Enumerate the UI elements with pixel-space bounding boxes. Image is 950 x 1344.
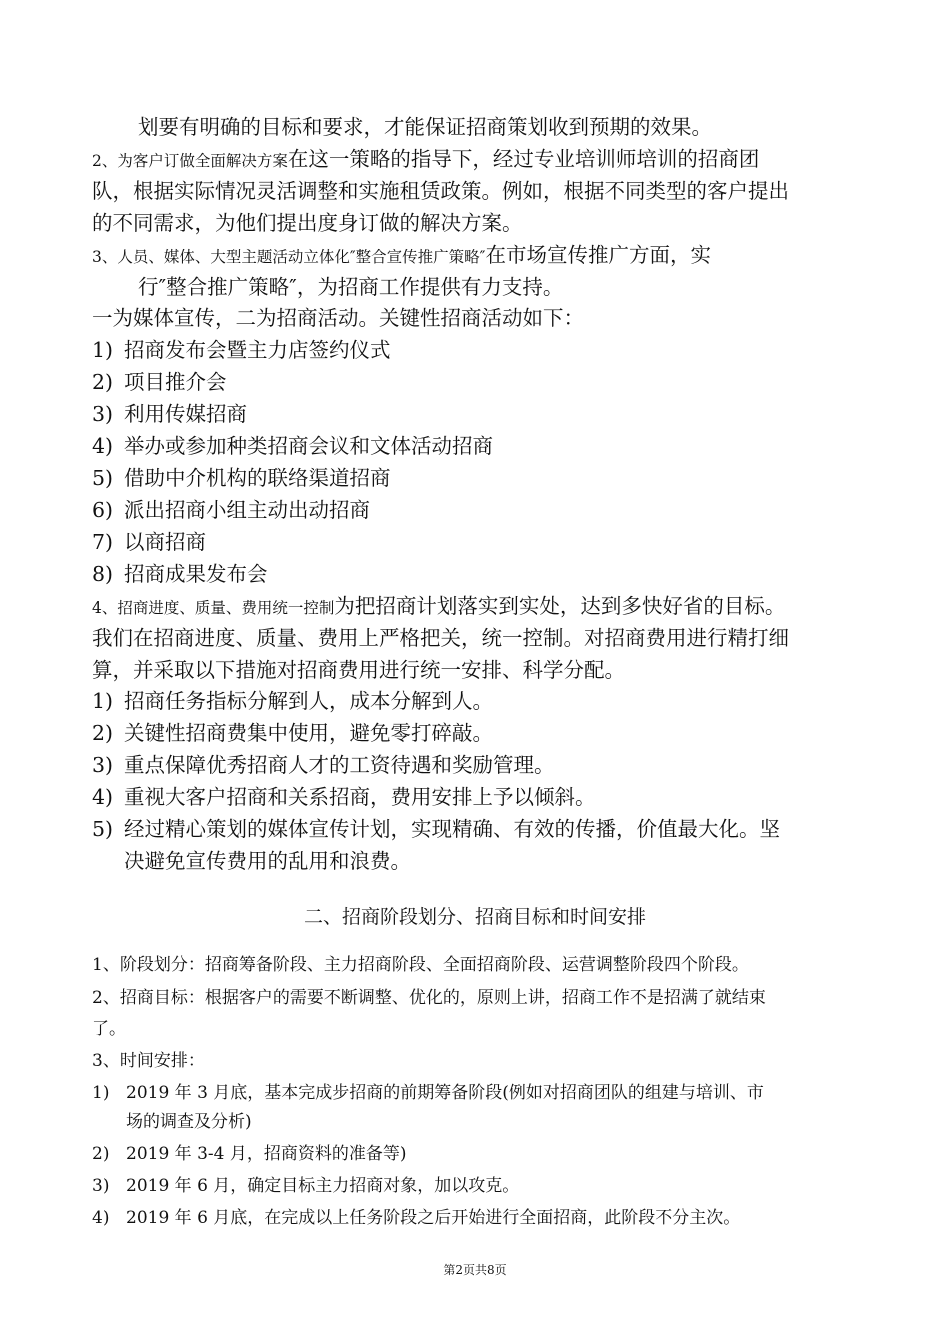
list-item: 2) 项目推介会 bbox=[92, 370, 227, 394]
schedule-title: 3、时间安排： bbox=[92, 1051, 205, 1071]
list-item: 2) 关键性招商费集中使用，避免零打碎敲。 bbox=[92, 721, 493, 745]
goal-line-1: 2、招商目标：根据客户的需要不断调整、优化的，原则上讲，招商工作不是招满了就结束 bbox=[92, 988, 766, 1008]
list-item-continuation: 决避免宣传费用的乱用和浪费。 bbox=[124, 849, 411, 873]
list-item: 3) 重点保障优秀招商人才的工资待遇和奖励管理。 bbox=[92, 753, 555, 777]
stages-line: 1、阶段划分：招商筹备阶段、主力招商阶段、全面招商阶段、运营调整阶段四个阶段。 bbox=[92, 955, 749, 975]
section-3-text: 在市场宣传推广方面，实 bbox=[485, 243, 711, 267]
list-item: 8) 招商成果发布会 bbox=[92, 562, 268, 586]
list-item: 4) 举办或参加种类招商会议和文体活动招商 bbox=[92, 434, 493, 458]
section-3-line-1 bbox=[92, 238, 711, 268]
section-2-text: 在这一策略的指导下，经过专业培训师培训的招商团 bbox=[287, 147, 760, 171]
list-item: 1) 招商发布会暨主力店签约仪式 bbox=[92, 338, 391, 362]
page-footer: 第2页共8页 bbox=[443, 1263, 507, 1277]
list-item-continuation: 场的调查及分析) bbox=[126, 1112, 252, 1132]
goal-line-2: 了。 bbox=[92, 1019, 126, 1039]
section-3-line-3: 一为媒体宣传，二为招商活动。关键性招商活动如下： bbox=[92, 306, 584, 330]
list-item: 4) 2019 年 6 月底，在完成以上任务阶段之后开始进行全面招商，此阶段不分主次。 bbox=[92, 1208, 741, 1228]
section-2-line-1 bbox=[92, 142, 759, 172]
section-heading: 二、招商阶段划分、招商目标和时间安排 bbox=[303, 906, 646, 928]
section-4-line-2: 我们在招商进度、质量、费用上严格把关，统一控制。对招商费用进行精打细 bbox=[92, 626, 789, 650]
list-item: 6) 派出招商小组主动出动招商 bbox=[92, 498, 370, 522]
section-3-lead: 3、人员、媒体、大型主题活动立体化″整合宣传推广策略″ bbox=[92, 248, 486, 266]
paragraph-continuation: 划要有明确的目标和要求，才能保证招商策划收到预期的效果。 bbox=[138, 115, 712, 139]
list-item: 1) 招商任务指标分解到人，成本分解到人。 bbox=[92, 689, 493, 713]
section-4-line-3: 算，并采取以下措施对招商费用进行统一安排、科学分配。 bbox=[92, 658, 625, 682]
list-item: 5) 经过精心策划的媒体宣传计划，实现精确、有效的传播，价值最大化。坚 bbox=[92, 817, 780, 841]
list-item: 3) 利用传媒招商 bbox=[92, 402, 247, 426]
section-3-line-2: 行″整合推广策略″，为招商工作提供有力支持。 bbox=[138, 275, 564, 299]
list-item: 1) 2019 年 3 月底，基本完成步招商的前期筹备阶段(例如对招商团队的组建与培训、市 bbox=[92, 1083, 764, 1103]
list-item: 2) 2019 年 3-4 月，招商资料的准备等) bbox=[92, 1144, 407, 1164]
list-item: 4) 重视大客户招商和关系招商，费用安排上予以倾斜。 bbox=[92, 785, 596, 809]
list-item: 3) 2019 年 6 月，确定目标主力招商对象，加以攻克。 bbox=[92, 1176, 520, 1196]
list-item: 5) 借助中介机构的联络渠道招商 bbox=[92, 466, 391, 490]
section-2-line-3: 的不同需求，为他们提出度身订做的解决方案。 bbox=[92, 211, 523, 235]
section-2-line-2: 队，根据实际情况灵活调整和实施租赁政策。例如，根据不同类型的客户提出 bbox=[92, 179, 789, 203]
section-4-line-1 bbox=[92, 589, 785, 619]
list-item: 7) 以商招商 bbox=[92, 530, 206, 554]
section-4-text: 为把招商计划落实到实处，达到多快好省的目标。 bbox=[334, 594, 786, 618]
section-4-lead: 4、招商进度、质量、费用统一控制 bbox=[92, 599, 335, 617]
section-2-lead: 2、为客户订做全面解决方案 bbox=[92, 152, 288, 170]
